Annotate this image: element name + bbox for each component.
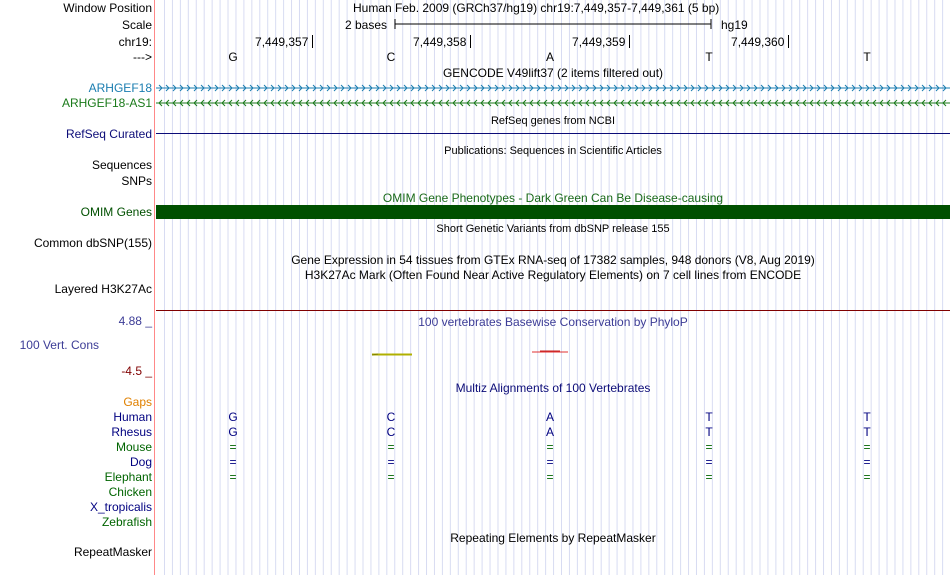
assembly-position-text: Human Feb. 2009 (GRCh37/hg19) chr19:7,449,357-7,449,361 (5 bp) [353, 1, 720, 15]
alignment-base: T [863, 410, 871, 424]
species-label-elephant[interactable]: Elephant [104, 470, 152, 484]
alignment-base: C [386, 410, 396, 424]
omim-label[interactable]: OMIM Genes [80, 205, 152, 219]
strand-label: ---> [133, 50, 152, 64]
species-label-mouse[interactable]: Mouse [115, 440, 152, 454]
alignment-base: = [229, 470, 237, 484]
sequence-base: A [545, 50, 555, 64]
species-label-human[interactable]: Human [113, 410, 152, 424]
coordinate-label: 7,449,358 [413, 35, 467, 49]
chrom-label: chr19: [118, 35, 152, 49]
alignment-base: = [863, 440, 871, 454]
snps-label[interactable]: SNPs [121, 174, 152, 188]
sequence-base: T [863, 50, 871, 64]
alignment-base: = [546, 440, 554, 454]
h3k27-baseline [156, 310, 950, 311]
species-label-gaps[interactable]: Gaps [123, 395, 152, 409]
coordinate-tick [470, 35, 471, 48]
omim-gene-bar[interactable] [156, 205, 950, 219]
gene-label-arhgef18[interactable]: ARHGEF18 [88, 81, 152, 95]
alignment-base: = [387, 440, 395, 454]
coordinate-label: 7,449,360 [731, 35, 785, 49]
refseq-title: RefSeq genes from NCBI [490, 115, 616, 127]
gene-arhgef18-as1-reverse-strand[interactable] [156, 100, 950, 106]
scale-bar [394, 17, 714, 31]
h3k27-title: H3K27Ac Mark (Often Found Near Active Regulatory Elements) on 7 cell lines from ENCODE [304, 268, 802, 282]
alignment-base: A [545, 425, 555, 439]
species-label-dog[interactable]: Dog [129, 455, 152, 469]
scale-label: Scale [121, 18, 152, 32]
gene-label-arhgef18-as1[interactable]: ARHGEF18-AS1 [61, 96, 152, 110]
gtex-title: Gene Expression in 54 tissues from GTEx RNA-seq of 17382 samples, 948 donors (V8, Aug 2019) [291, 253, 815, 267]
alignment-base: = [229, 440, 237, 454]
label-separator [154, 0, 155, 575]
alignment-base: G [228, 425, 238, 439]
alignment-base: T [705, 410, 713, 424]
phylop-min: -4.5 _ [121, 364, 152, 378]
dbsnp-label[interactable]: Common dbSNP(155) [33, 236, 152, 250]
phylop-signal [156, 344, 950, 364]
sequence-base: T [705, 50, 713, 64]
species-label-x-tropicalis[interactable]: X_tropicalis [89, 500, 152, 514]
species-label-chicken[interactable]: Chicken [108, 485, 152, 499]
alignment-base: = [546, 455, 554, 469]
alignment-base: T [863, 425, 871, 439]
alignment-base: C [386, 425, 396, 439]
refseq-gene-line[interactable] [156, 133, 950, 134]
sequence-base: G [228, 50, 238, 64]
scale-text: 2 bases [345, 18, 388, 32]
coordinate-tick [788, 35, 789, 48]
repeat-title: Repeating Elements by RepeatMasker [450, 531, 656, 545]
species-label-rhesus[interactable]: Rhesus [111, 425, 152, 439]
alignment-base: = [705, 470, 713, 484]
species-label-zebrafish[interactable]: Zebrafish [101, 515, 152, 529]
alignment-base: = [863, 455, 871, 469]
phylop-title: 100 vertebrates Basewise Conservation by PhyloP [418, 315, 688, 329]
alignment-base: = [229, 455, 237, 469]
alignment-base: = [546, 470, 554, 484]
sequence-base: C [386, 50, 396, 64]
alignment-base: = [387, 470, 395, 484]
assembly-short: hg19 [721, 18, 748, 32]
coordinate-label: 7,449,359 [572, 35, 626, 49]
gencode-title: GENCODE V49lift37 (2 items filtered out) [442, 66, 664, 80]
dbsnp-title: Short Genetic Variants from dbSNP release 155 [436, 223, 670, 235]
alignment-base: T [705, 425, 713, 439]
repeat-label[interactable]: RepeatMasker [73, 545, 152, 559]
h3k27-label[interactable]: Layered H3K27Ac [54, 282, 152, 296]
omim-title: OMIM Gene Phenotypes - Dark Green Can Be Disease-causing [382, 191, 724, 205]
alignment-base: A [545, 410, 555, 424]
window-position-label: Window Position [63, 1, 152, 15]
multiz-title: Multiz Alignments of 100 Vertebrates [455, 381, 651, 395]
refseq-label[interactable]: RefSeq Curated [65, 127, 152, 141]
gene-arhgef18-forward-strand[interactable] [156, 85, 950, 91]
phylop-label[interactable]: 100 Vert. Cons [19, 338, 99, 352]
alignment-base: = [863, 470, 871, 484]
coordinate-label: 7,449,357 [255, 35, 309, 49]
alignment-base: = [387, 455, 395, 469]
sequences-label[interactable]: Sequences [91, 158, 152, 172]
alignment-base: = [705, 455, 713, 469]
phylop-max: 4.88 _ [118, 314, 152, 328]
coordinate-tick [312, 35, 313, 48]
coordinate-tick [629, 35, 630, 48]
alignment-base: = [705, 440, 713, 454]
gencode-gene-tracks[interactable] [156, 80, 950, 110]
alignment-base: G [228, 410, 238, 424]
publications-title: Publications: Sequences in Scientific Articles [444, 145, 662, 157]
